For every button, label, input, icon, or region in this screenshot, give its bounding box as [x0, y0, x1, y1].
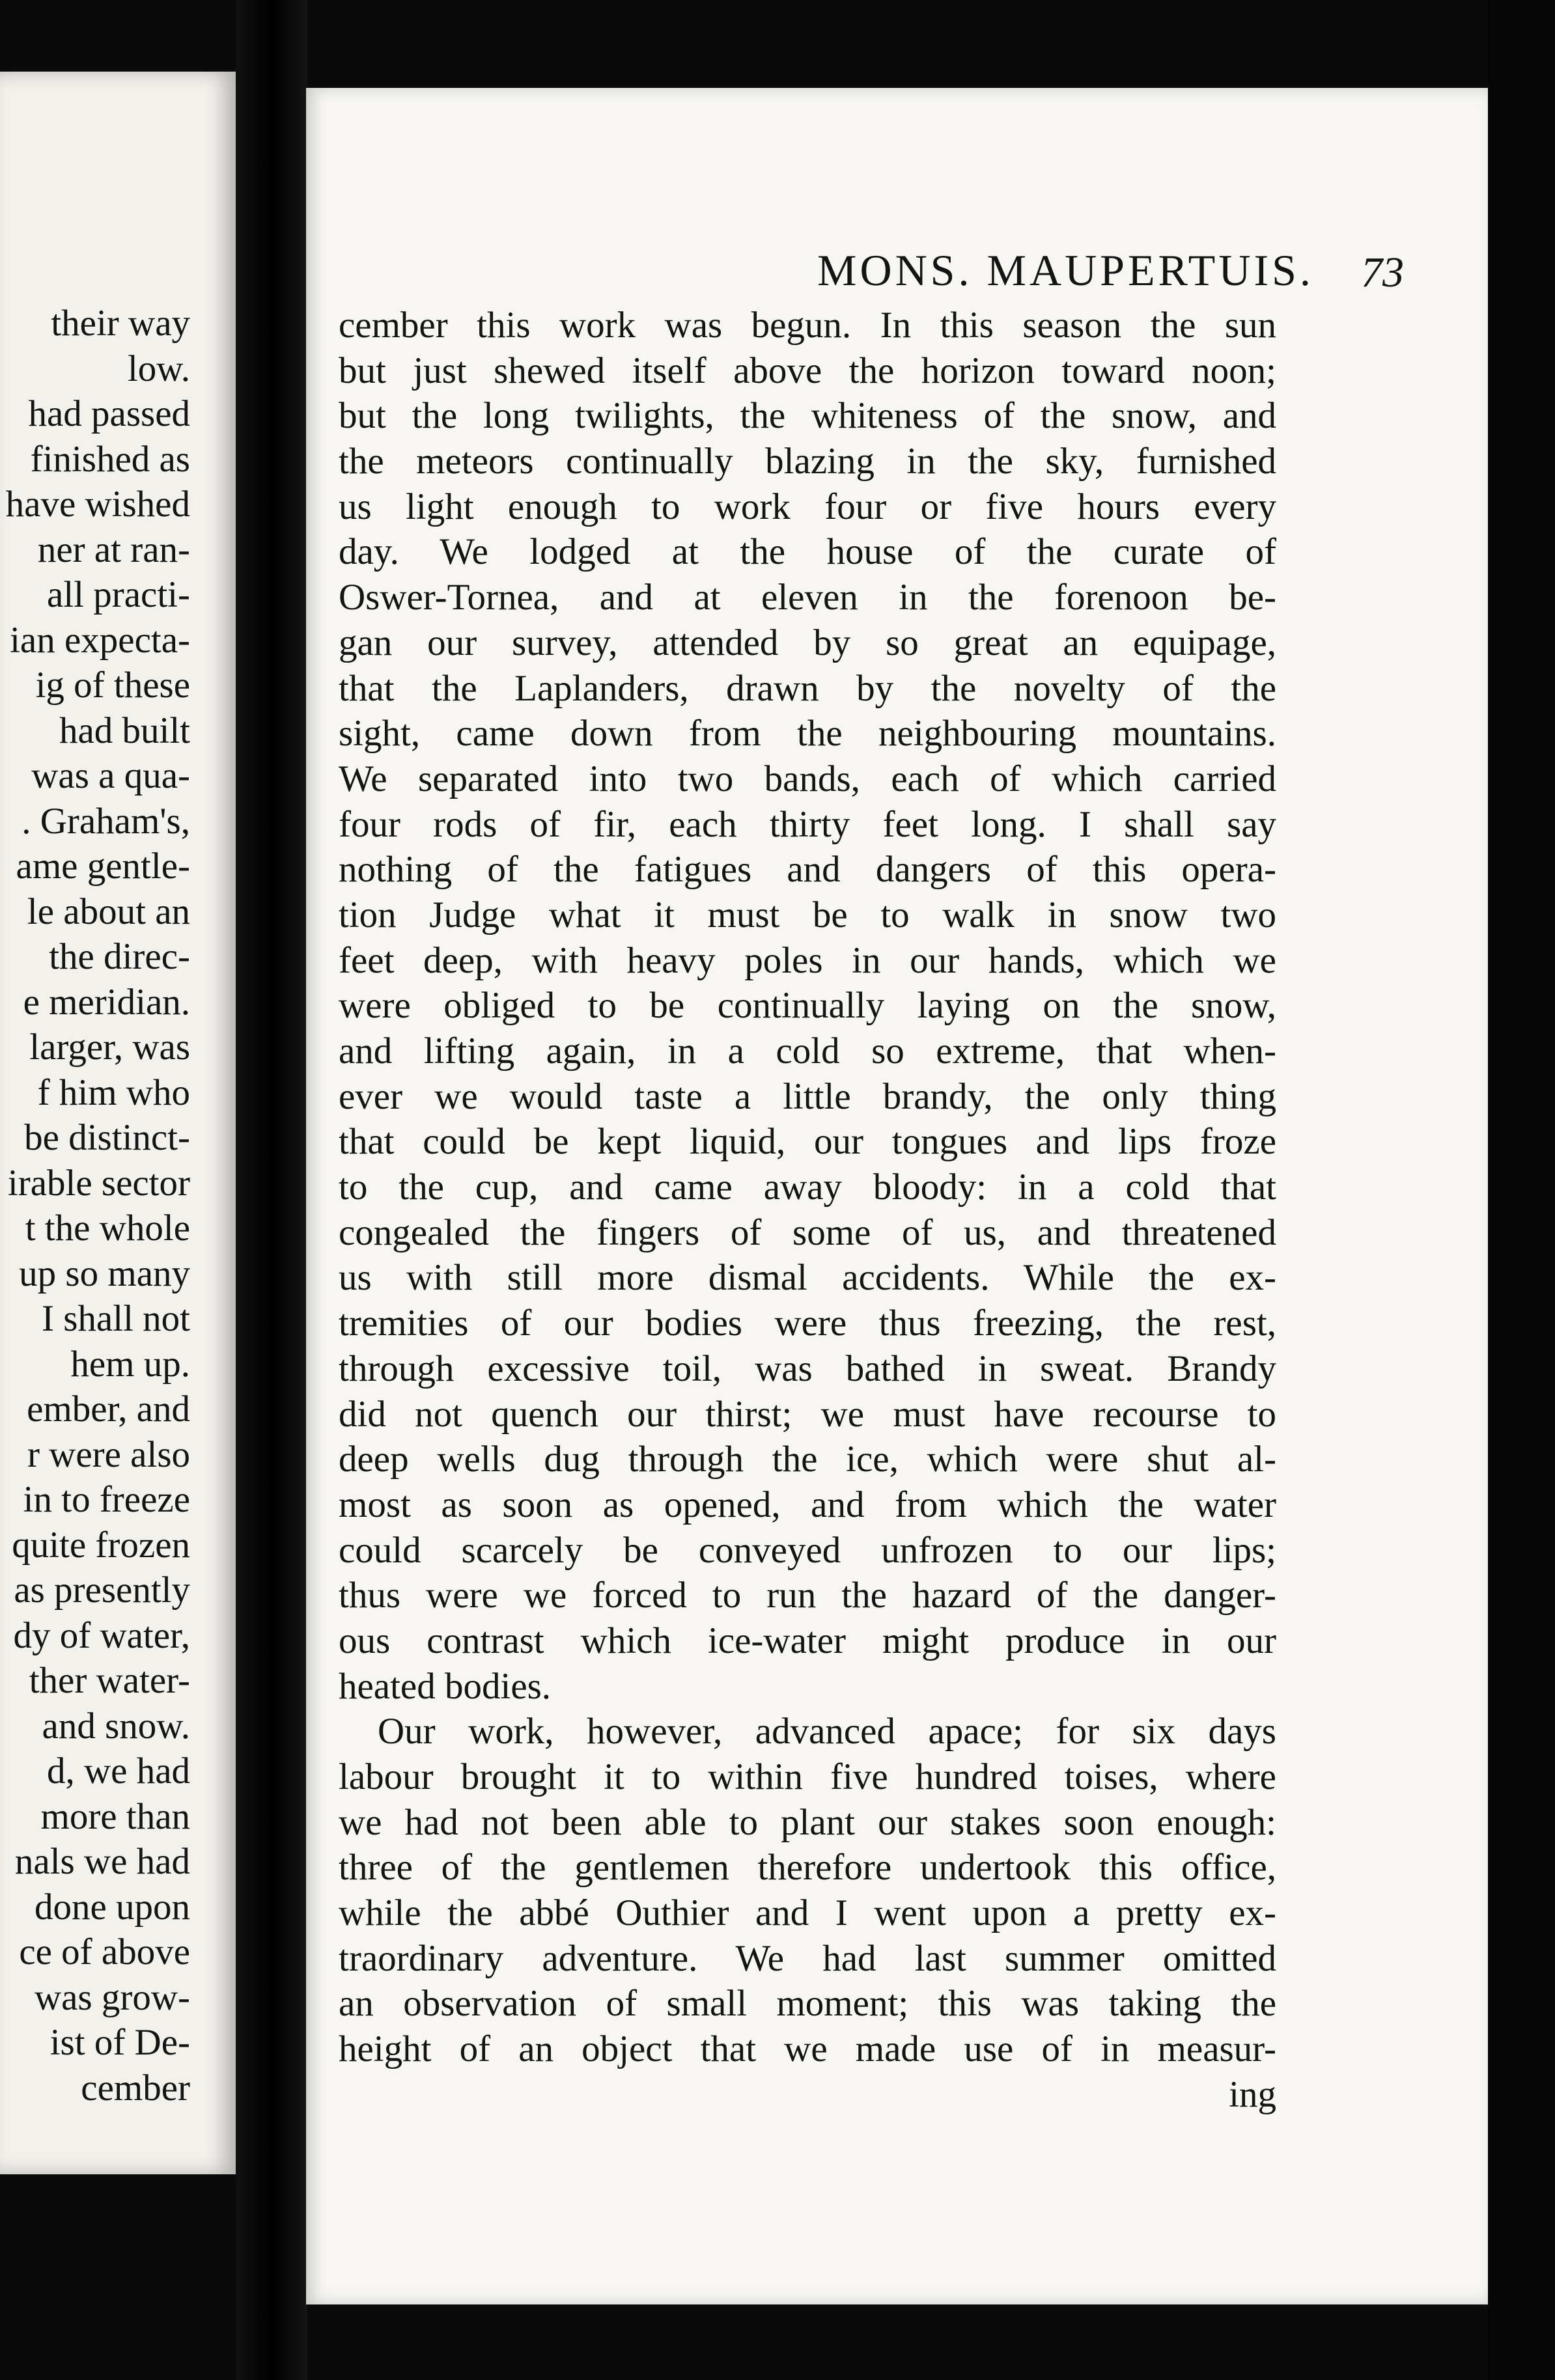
left-line: d, we had: [46, 1750, 190, 1792]
text-line: to the cup, and came away bloody: in a cold that: [339, 1167, 1276, 1208]
left-line: ce of above: [19, 1931, 190, 1972]
text-line: did not quench our thirst; we must have recourse to: [339, 1393, 1276, 1435]
left-line: up so many: [19, 1252, 190, 1294]
left-line: finished as: [30, 438, 190, 480]
text-line: while the abbé Outhier and I went upon a pretty ex-: [339, 1892, 1276, 1934]
left-line: . Graham's,: [21, 800, 190, 842]
text-line: Our work, however, advanced apace; for six days: [378, 1711, 1276, 1752]
left-line: irable sector: [7, 1162, 190, 1204]
left-line: cember: [81, 2067, 190, 2109]
text-line: labour brought it to within five hundred toises, where: [339, 1756, 1276, 1797]
left-line: nals we had: [14, 1841, 190, 1882]
left-line: the direc-: [49, 936, 190, 977]
left-line: their way: [51, 303, 190, 344]
text-line: through excessive toil, was bathed in sweat. Brandy: [339, 1348, 1276, 1389]
text-line: We separated into two bands, each of which carried: [339, 758, 1276, 799]
text-line: us light enough to work four or five hours every: [339, 486, 1276, 527]
left-line: was grow-: [34, 1976, 190, 2018]
left-line: in to freeze: [23, 1479, 190, 1520]
running-head: [508, 241, 1446, 299]
left-line: as presently: [14, 1570, 190, 1611]
left-line: t the whole: [25, 1208, 190, 1249]
text-line: height of an object that we made use of in measur-: [339, 2028, 1276, 2070]
left-line: be distinct-: [24, 1117, 190, 1158]
left-line: dy of water,: [13, 1614, 190, 1656]
left-line: f him who: [37, 1072, 190, 1113]
left-line: ther water-: [29, 1660, 190, 1701]
left-line: have wished: [5, 484, 190, 525]
text-line: thus were we forced to run the hazard of the danger-: [339, 1575, 1276, 1616]
left-line: ist of De-: [49, 2022, 190, 2063]
left-line: le about an: [27, 891, 190, 932]
text-line: that the Laplanders, drawn by the novelty of the: [339, 667, 1276, 709]
text-line: and lifting again, in a cold so extreme, that when-: [339, 1031, 1276, 1072]
text-line: Oswer-Tornea, and at eleven in the forenoon be-: [339, 577, 1276, 618]
text-line: sight, came down from the neighbouring mountains.: [339, 713, 1276, 754]
left-line: I shall not: [42, 1298, 190, 1339]
left-line: was a qua-: [31, 755, 190, 796]
text-line: deep wells dug through the ice, which were shut al-: [339, 1439, 1276, 1480]
text-line: ever we would taste a little brandy, the only thing: [339, 1075, 1276, 1117]
text-line: nothing of the fatigues and dangers of this opera-: [339, 849, 1276, 891]
left-line: low.: [127, 348, 190, 389]
left-line: ember, and: [27, 1389, 190, 1430]
text-line: were obliged to be continually laying on the snow,: [339, 985, 1276, 1027]
text-line: heated bodies.: [339, 1665, 552, 1707]
left-line: and snow.: [42, 1705, 190, 1747]
left-line: ian expecta-: [10, 619, 190, 661]
left-line: more than: [40, 1795, 190, 1837]
text-line: we had not been able to plant our stakes soon enough:: [339, 1801, 1276, 1843]
left-line: ner at ran-: [37, 529, 190, 570]
catchword: ing: [1229, 2073, 1276, 2115]
left-line: had passed: [28, 393, 190, 434]
text-line: three of the gentlemen therefore undertook this office,: [339, 1847, 1276, 1889]
left-line: ig of these: [35, 665, 190, 706]
left-line: all practi-: [47, 574, 190, 615]
text-line: gan our survey, attended by so great an equipage,: [339, 622, 1276, 663]
text-line: the meteors continually blazing in the sky, furnished: [339, 441, 1276, 482]
text-line: that could be kept liquid, our tongues and lips froze: [339, 1121, 1276, 1163]
text-line: cember this work was begun. In this season the sun: [339, 305, 1276, 346]
text-line: us with still more dismal accidents. While the ex-: [339, 1257, 1276, 1299]
text-line: could scarcely be conveyed unfrozen to our lips;: [339, 1529, 1276, 1571]
text-line: four rods of fir, each thirty feet long. I shall say: [339, 803, 1276, 845]
left-line: larger, was: [29, 1027, 190, 1068]
book-page: [306, 88, 1488, 2304]
page-number: 73: [1361, 249, 1404, 296]
left-line: done upon: [34, 1886, 190, 1928]
text-line: but the long twilights, the whiteness of the snow, and: [339, 395, 1276, 437]
book-gutter: [236, 0, 307, 2380]
text-line: tion Judge what it must be to walk in snow two: [339, 894, 1276, 935]
previous-page-text: [0, 301, 190, 2110]
text-line: ous contrast which ice-water might produce in our: [339, 1620, 1276, 1661]
text-line: most as soon as opened, and from which the water: [339, 1484, 1276, 1525]
text-line: feet deep, with heavy poles in our hands, which we: [339, 939, 1276, 981]
left-line: r were also: [27, 1433, 190, 1475]
left-line: quite frozen: [12, 1524, 190, 1566]
text-line: day. We lodged at the house of the curate of: [339, 531, 1276, 573]
running-head-title: MONS. MAUPERTUIS.: [817, 245, 1314, 295]
previous-page-fragment: [0, 72, 236, 2174]
text-line: an observation of small moment; this was taking the: [339, 1983, 1276, 2025]
body-text: [339, 303, 1276, 2118]
left-line: hem up.: [70, 1343, 190, 1385]
text-line: congealed the fingers of some of us, and threatened: [339, 1211, 1276, 1253]
text-line: but just shewed itself above the horizon toward noon;: [339, 350, 1276, 391]
left-line: ame gentle-: [16, 846, 190, 887]
left-line: e meridian.: [23, 981, 190, 1023]
text-line: traordinary adventure. We had last summer omitted: [339, 1937, 1276, 1979]
left-line: had built: [59, 710, 190, 751]
scan-border: [1488, 0, 1555, 2380]
text-line: tremities of our bodies were thus freezing, the rest,: [339, 1303, 1276, 1344]
